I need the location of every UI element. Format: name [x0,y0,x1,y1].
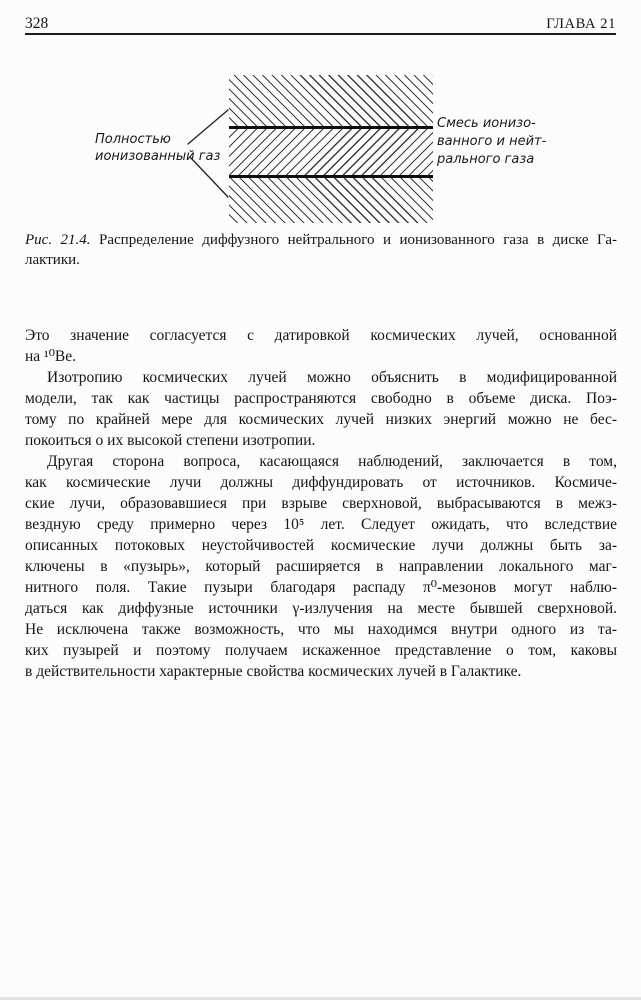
body-paragraph [25,451,617,682]
label-line: ванного и нейт- [437,134,547,149]
body-line: даться как диффузные источники γ-излучения на месте бывшей сверхновой. [25,600,617,617]
label-line: рального газа [437,152,535,167]
label-line: Полностью [95,132,171,147]
chapter-header: ГЛАВА 21 [546,16,616,32]
header-rule [25,33,616,35]
body-line: Другая сторона вопроса, касающаяся наблюдений, заключается в том, [47,453,617,470]
body-paragraph [25,325,617,367]
body-line: в действительности характерные свойства космических лучей в Галактике. [25,663,522,680]
figure-caption-number: Рис. 21.4. [25,232,91,248]
body-line: Не исключена также возможность, что мы находимся внутри одного из та- [25,621,617,638]
body-line: вездную среду примерно через 10⁵ лет. Следует ожидать, что вследствие [25,516,617,533]
fully-ionized-gas-region-top [229,75,433,126]
body-line: тому по крайней мере для космических лучей низких энергий можно не бес- [25,411,617,428]
label-line: ионизованный газ [95,149,221,164]
body-paragraph [25,367,617,451]
body-line: описанных потоковых неустойчивостей космические лучи должны быть за- [25,537,617,554]
body-line: ких пузырей и поэтому получаем искаженное представление о том, каковы [25,642,617,659]
mixed-gas-region [229,129,433,175]
body-line: ские лучи, образовавшиеся при взрыве сверхновой, выбрасываются в межз- [25,495,617,512]
fully-ionized-gas-region-bottom [229,178,433,223]
page-number: 328 [25,15,49,32]
mixed-gas-label [437,115,546,169]
gas-disk-diagram [229,75,433,223]
label-line: Смесь ионизо- [437,116,536,131]
figure-caption [25,231,617,270]
body-line: Это значение согласуется с датировкой космических лучей, основанной [25,327,617,344]
body-line: ключены в «пузырь», который расширяется в направлении локального маг- [25,558,617,575]
body-text [25,325,617,682]
body-line: как космические лучи должны диффундировать от источников. Космиче- [25,474,617,491]
figure-caption-text: Распределение диффузного нейтрального и ионизованного газа в диске Га-лактики. [25,232,617,268]
body-line: на ¹⁰Be. [25,348,77,365]
body-line: нитного поля. Такие пузыри благодаря распаду π⁰-мезонов могут наблю- [25,579,617,596]
pointer-lines [183,104,233,204]
body-line: модели, так как частицы распространяются свободно в объеме диска. Поэ- [25,390,617,407]
body-line: покоиться о их высокой степени изотропии. [25,432,316,449]
body-line: Изотропию космических лучей можно объяснить в модифицированной [47,369,617,386]
running-head [25,15,616,33]
